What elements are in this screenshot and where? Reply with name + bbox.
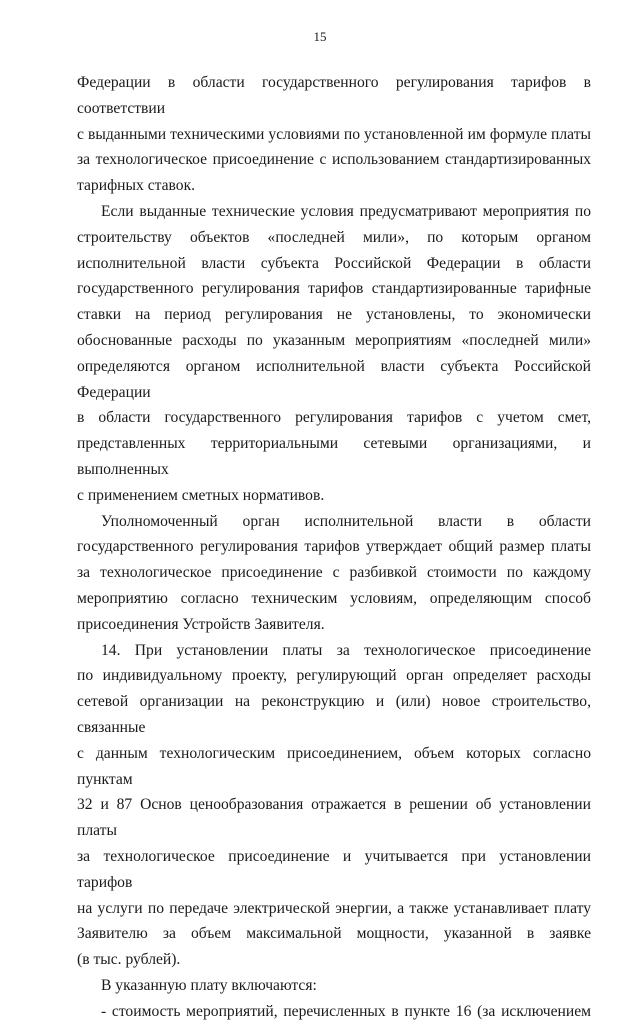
paragraph-line: представленных территориальными сетевыми организациями, и выполненных <box>77 435 591 478</box>
paragraph-line: государственного регулирования тарифов стандартизированные тарифные <box>77 280 591 298</box>
paragraph-line: присоединения Устройств Заявителя. <box>77 615 325 633</box>
paragraph-line: 32 и 87 Основ ценообразования отражается в решении об установлении платы <box>77 796 591 840</box>
paragraph-line: Если выданные технические условия предусматривают мероприятия по <box>101 202 591 220</box>
paragraph-line: на услуги по передаче электрической энергии, а также устанавливает плату <box>77 899 591 917</box>
paragraph-line: тарифных ставок. <box>77 177 196 195</box>
paragraph-line: в области государственного регулирования тарифов с учетом смет, <box>77 409 591 427</box>
paragraph-line: Федерации в области государственного регулирования тарифов в соответствии <box>77 74 591 117</box>
paragraph-line: определяются органом исполнительной власти субъекта Российской Федерации <box>77 357 591 401</box>
paragraph-line: с данным технологическим присоединением, объем которых согласно пунктам <box>77 744 591 788</box>
paragraph-line: обоснованные расходы по указанным мероприятиям «последней мили» <box>77 331 591 349</box>
paragraph-line: (в тыс. рублей). <box>77 951 181 969</box>
paragraph-line: с применением сметных нормативов. <box>77 486 325 504</box>
paragraph-line: за технологическое присоединение с использованием стандартизированных <box>77 151 591 169</box>
paragraph-line: Заявителю за объем максимальной мощности, указанной в заявке <box>77 925 591 943</box>
paragraph-line: Уполномоченный орган исполнительной власти в области <box>101 512 591 530</box>
paragraph-line: с выданными техническими условиями по установленной им формуле платы <box>77 125 591 143</box>
paragraph-line: В указанную плату включаются: <box>101 976 317 994</box>
paragraph-line: 14. При установлении платы за технологическое присоединение <box>101 641 591 659</box>
paragraph-line: за технологическое присоединение с разбивкой стоимости по каждому <box>77 564 591 582</box>
paragraph-line: сетевой организации на реконструкцию и (или) новое строительство, связанные <box>77 693 591 736</box>
document-body <box>77 70 591 1024</box>
paragraph-line: ставки на период регулирования не установлены, то экономически <box>77 306 591 324</box>
paragraph-line: мероприятию согласно техническим условиям, определяющим способ <box>77 589 591 607</box>
paragraph-line: по индивидуальному проекту, регулирующий орган определяет расходы <box>77 667 591 685</box>
paragraph-line: за технологическое присоединение и учитывается при установлении тарифов <box>77 847 591 891</box>
paragraph-line: строительству объектов «последней мили», по которым органом <box>77 228 591 246</box>
paragraph-line: государственного регулирования тарифов утверждает общий размер платы <box>77 538 591 556</box>
paragraph-line: исполнительной власти субъекта Российской Федерации в области <box>77 254 591 272</box>
list-item: - стоимость мероприятий, перечисленных в пункте 16 (за исключением <box>101 1002 591 1020</box>
page-number: 15 <box>313 29 327 44</box>
